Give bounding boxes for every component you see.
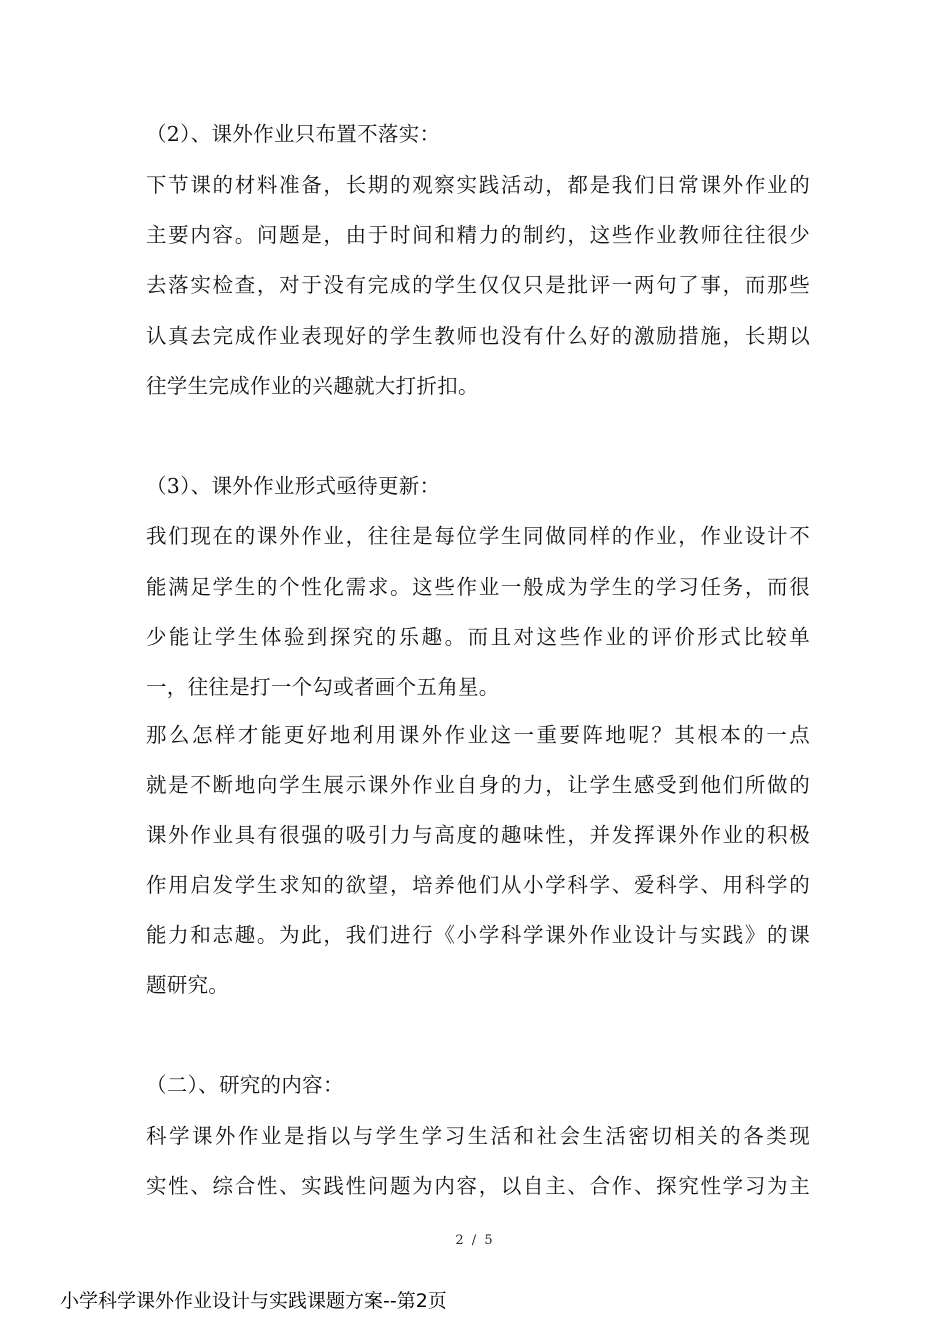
paragraph-line: 实性、综合性、实践性问题为内容，以自主、合作、探究性学习为主 <box>146 1174 810 1198</box>
heading-homework-format-update: （3）、课外作业形式亟待更新： <box>146 474 441 498</box>
paragraph-line: 科学课外作业是指以与学生学习生活和社会生活密切相关的各类现 <box>146 1124 810 1148</box>
heading-research-content: （二）、研究的内容： <box>146 1073 344 1097</box>
paragraph-line: 就是不断地向学生展示课外作业自身的力，让学生感受到他们所做的 <box>146 773 810 797</box>
paragraph-line: 去落实检查，对于没有完成的学生仅仅只是批评一两句了事，而那些 <box>146 273 810 297</box>
footer-document-title: 小学科学课外作业设计与实践课题方案--第2页 <box>60 1290 447 1312</box>
paragraph-line: 少能让学生体验到探究的乐趣。而且对这些作业的评价形式比较单 <box>146 625 810 649</box>
paragraph-line: 能满足学生的个性化需求。这些作业一般成为学生的学习任务，而很 <box>146 575 810 599</box>
paragraph-line: 课外作业具有很强的吸引力与高度的趣味性，并发挥课外作业的积极 <box>146 823 810 847</box>
paragraph-line: 认真去完成作业表现好的学生教师也没有什么好的激励措施，长期以 <box>146 324 810 348</box>
paragraph-line: 能力和志趣。为此，我们进行《小学科学课外作业设计与实践》的课 <box>146 923 810 947</box>
paragraph-line: 下节课的材料准备，长期的观察实践活动，都是我们日常课外作业的 <box>146 173 810 197</box>
page-number: 2 / 5 <box>455 1233 495 1248</box>
paragraph-line: 题研究。 <box>146 973 230 997</box>
paragraph-line: 主要内容。问题是，由于时间和精力的制约，这些作业教师往往很少 <box>146 223 810 247</box>
paragraph-line: 我们现在的课外作业，往往是每位学生同做同样的作业，作业设计不 <box>146 524 810 548</box>
heading-homework-not-implemented: （2）、课外作业只布置不落实： <box>146 122 441 146</box>
paragraph-line: 作用启发学生求知的欲望，培养他们从小学科学、爱科学、用科学的 <box>146 873 810 897</box>
paragraph-line: 往学生完成作业的兴趣就大打折扣。 <box>146 374 479 398</box>
paragraph-line: 一，往往是打一个勾或者画个五角星。 <box>146 675 500 699</box>
paragraph-line: 那么怎样才能更好地利用课外作业这一重要阵地呢？其根本的一点 <box>146 723 810 747</box>
